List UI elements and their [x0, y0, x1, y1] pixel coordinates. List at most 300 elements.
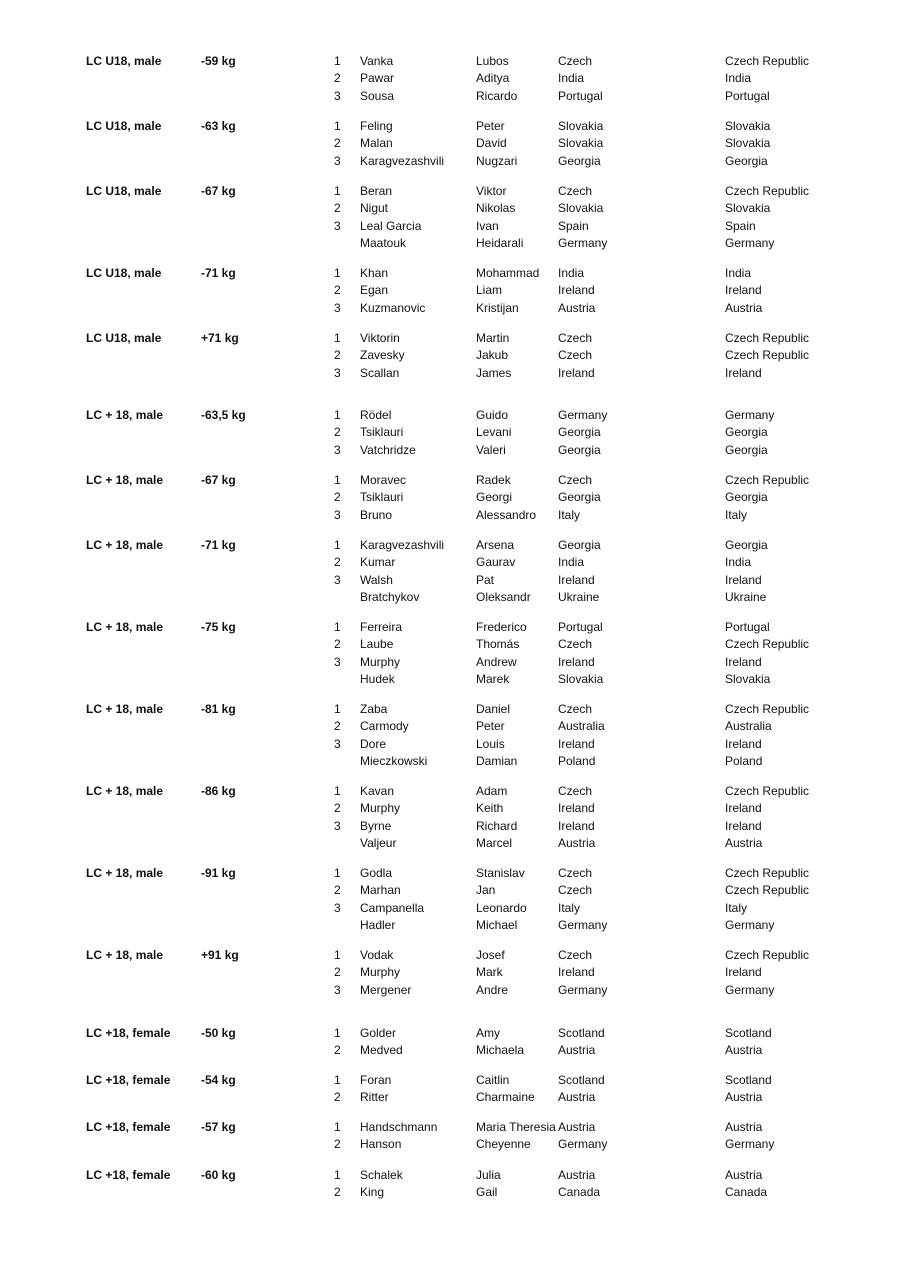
team-cell: Germany — [725, 1137, 775, 1152]
place-cell: 2 — [334, 637, 341, 652]
category-label: LC + 18, male — [86, 702, 164, 716]
first-name-cell: Aditya — [476, 71, 510, 86]
nationality-cell: Czech — [558, 637, 593, 652]
result-row — [0, 136, 900, 150]
result-row — [0, 655, 900, 669]
first-name-cell: Viktor — [476, 184, 507, 198]
nationality-cell: Slovakia — [558, 671, 604, 686]
result-row — [0, 201, 900, 215]
result-row — [0, 901, 900, 915]
result-row — [0, 331, 900, 345]
last-name-cell: Malan — [360, 136, 393, 151]
first-name-cell: Ivan — [476, 218, 499, 233]
nationality-cell: Ukraine — [558, 589, 600, 604]
nationality-cell: Czech — [558, 184, 593, 198]
last-name-cell: Rödel — [360, 408, 392, 422]
result-row — [0, 637, 900, 651]
last-name-cell: Walsh — [360, 572, 393, 587]
last-name-cell: Nigut — [360, 201, 389, 216]
place-cell: 1 — [334, 948, 341, 962]
nationality-cell: Czech — [558, 866, 593, 880]
place-cell: 2 — [334, 1090, 341, 1105]
result-row — [0, 918, 900, 932]
last-name-cell: Hadler — [360, 917, 396, 932]
category-label: LC U18, male — [86, 266, 162, 280]
result-row — [0, 473, 900, 487]
nationality-cell: Italy — [558, 900, 581, 915]
last-name-cell: Schalek — [360, 1168, 403, 1182]
nationality-cell: Portugal — [558, 88, 603, 103]
first-name-cell: Andre — [476, 982, 509, 997]
place-cell: 2 — [334, 719, 341, 734]
nationality-cell: Germany — [558, 982, 608, 997]
place-cell: 1 — [334, 866, 341, 880]
weight-class-label: -86 kg — [201, 784, 236, 798]
result-row — [0, 866, 900, 880]
result-row — [0, 702, 900, 716]
team-cell: Canada — [725, 1185, 768, 1200]
weight-class-label: +71 kg — [201, 331, 239, 345]
team-cell: Germany — [725, 982, 775, 997]
first-name-cell: Peter — [476, 119, 505, 133]
result-row — [0, 1073, 900, 1087]
category-label: LC + 18, male — [86, 620, 164, 634]
team-cell: Austria — [725, 1090, 763, 1105]
last-name-cell: Dore — [360, 736, 387, 751]
first-name-cell: Arsena — [476, 538, 515, 552]
category-label: LC U18, male — [86, 184, 162, 198]
first-name-cell: Georgi — [476, 490, 513, 505]
nationality-cell: Czech — [558, 702, 593, 716]
result-row — [0, 408, 900, 422]
nationality-cell: Austria — [558, 835, 596, 850]
team-cell: Czech Republic — [725, 637, 810, 652]
first-name-cell: Heidarali — [476, 235, 524, 250]
nationality-cell: Georgia — [558, 490, 601, 505]
first-name-cell: Gaurav — [476, 555, 516, 570]
last-name-cell: Hudek — [360, 671, 395, 686]
nationality-cell: Georgia — [558, 442, 601, 457]
weight-class-label: -59 kg — [201, 54, 236, 68]
last-name-cell: Karagvezashvili — [360, 538, 445, 552]
nationality-cell: Germany — [558, 917, 608, 932]
result-row — [0, 266, 900, 280]
category-label: LC +18, female — [86, 1168, 171, 1182]
result-row — [0, 672, 900, 686]
result-row — [0, 425, 900, 439]
weight-class-label: -81 kg — [201, 702, 236, 716]
nationality-cell: Czech — [558, 883, 593, 898]
result-row — [0, 573, 900, 587]
last-name-cell: Murphy — [360, 654, 401, 669]
first-name-cell: Martin — [476, 331, 510, 345]
team-cell: Slovakia — [725, 136, 771, 151]
nationality-cell: Italy — [558, 507, 581, 522]
place-cell: 2 — [334, 425, 341, 440]
nationality-cell: Austria — [558, 1090, 596, 1105]
nationality-cell: Ireland — [558, 736, 595, 751]
place-cell: 2 — [334, 136, 341, 151]
first-name-cell: Josef — [476, 948, 505, 962]
last-name-cell: Khan — [360, 266, 389, 280]
team-cell: Australia — [725, 719, 772, 734]
category-label: LC + 18, male — [86, 948, 164, 962]
last-name-cell: Ferreira — [360, 620, 403, 634]
team-cell: Austria — [725, 1120, 763, 1134]
team-cell: Czech Republic — [725, 948, 810, 962]
first-name-cell: Michaela — [476, 1043, 525, 1058]
team-cell: Czech Republic — [725, 331, 810, 345]
team-cell: Georgia — [725, 442, 768, 457]
place-cell: 1 — [334, 331, 341, 345]
nationality-cell: Ireland — [558, 818, 595, 833]
category-label: LC + 18, male — [86, 538, 164, 552]
first-name-cell: Maria Theresia — [476, 1120, 556, 1134]
team-cell: Austria — [725, 300, 763, 315]
first-name-cell: Gail — [476, 1185, 498, 1200]
place-cell: 1 — [334, 184, 341, 198]
team-cell: Germany — [725, 917, 775, 932]
place-cell: 2 — [334, 71, 341, 86]
team-cell: Czech Republic — [725, 473, 810, 487]
weight-class-label: -67 kg — [201, 473, 236, 487]
last-name-cell: Godla — [360, 866, 393, 880]
result-row — [0, 948, 900, 962]
team-cell: Austria — [725, 1043, 763, 1058]
team-cell: Austria — [725, 835, 763, 850]
place-cell: 3 — [334, 300, 341, 315]
first-name-cell: Julia — [476, 1168, 501, 1182]
first-name-cell: Charmaine — [476, 1090, 535, 1105]
result-row — [0, 555, 900, 569]
nationality-cell: Germany — [558, 408, 608, 422]
first-name-cell: Lubos — [476, 54, 509, 68]
nationality-cell: Ireland — [558, 365, 595, 380]
place-cell: 1 — [334, 266, 341, 280]
team-cell: Poland — [725, 753, 763, 768]
last-name-cell: Mergener — [360, 982, 412, 997]
last-name-cell: Tsiklauri — [360, 425, 404, 440]
result-row — [0, 89, 900, 103]
team-cell: Scotland — [725, 1073, 772, 1087]
last-name-cell: Karagvezashvili — [360, 153, 445, 168]
last-name-cell: Vatchridze — [360, 442, 416, 457]
last-name-cell: Leal Garcia — [360, 218, 422, 233]
last-name-cell: Golder — [360, 1026, 397, 1040]
first-name-cell: Caitlin — [476, 1073, 510, 1087]
place-cell: 1 — [334, 119, 341, 133]
weight-class-label: -91 kg — [201, 866, 236, 880]
first-name-cell: Stanislav — [476, 866, 525, 880]
nationality-cell: Slovakia — [558, 119, 604, 133]
last-name-cell: Moravec — [360, 473, 407, 487]
place-cell: 1 — [334, 620, 341, 634]
first-name-cell: Mohammad — [476, 266, 540, 280]
category-label: LC +18, female — [86, 1120, 171, 1134]
place-cell: 2 — [334, 1137, 341, 1152]
team-cell: Ireland — [725, 801, 762, 816]
first-name-cell: Damian — [476, 753, 518, 768]
nationality-cell: Czech — [558, 54, 593, 68]
last-name-cell: Ritter — [360, 1090, 389, 1105]
first-name-cell: Mark — [476, 965, 503, 980]
weight-class-label: -57 kg — [201, 1120, 236, 1134]
place-cell: 2 — [334, 348, 341, 363]
team-cell: Georgia — [725, 490, 768, 505]
first-name-cell: David — [476, 136, 507, 151]
first-name-cell: Levani — [476, 425, 512, 440]
place-cell: 2 — [334, 883, 341, 898]
team-cell: Slovakia — [725, 671, 771, 686]
nationality-cell: Czech — [558, 948, 593, 962]
team-cell: Portugal — [725, 620, 770, 634]
result-row — [0, 965, 900, 979]
place-cell: 3 — [334, 900, 341, 915]
first-name-cell: Kristijan — [476, 300, 519, 315]
result-row — [0, 1090, 900, 1104]
place-cell: 3 — [334, 982, 341, 997]
team-cell: Austria — [725, 1168, 763, 1182]
nationality-cell: Canada — [558, 1185, 601, 1200]
result-row — [0, 1026, 900, 1040]
last-name-cell: Kumar — [360, 555, 396, 570]
place-cell: 1 — [334, 473, 341, 487]
place-cell: 3 — [334, 153, 341, 168]
first-name-cell: Andrew — [476, 654, 517, 669]
last-name-cell: Hanson — [360, 1137, 402, 1152]
team-cell: India — [725, 555, 752, 570]
nationality-cell: Scotland — [558, 1026, 605, 1040]
last-name-cell: Kuzmanovic — [360, 300, 426, 315]
team-cell: Ireland — [725, 736, 762, 751]
result-row — [0, 754, 900, 768]
last-name-cell: Sousa — [360, 88, 395, 103]
last-name-cell: Carmody — [360, 719, 409, 734]
team-cell: Czech Republic — [725, 784, 810, 798]
place-cell: 1 — [334, 1120, 341, 1134]
nationality-cell: Georgia — [558, 425, 601, 440]
first-name-cell: Nugzari — [476, 153, 518, 168]
team-cell: Czech Republic — [725, 54, 810, 68]
result-row — [0, 1137, 900, 1151]
nationality-cell: Portugal — [558, 620, 603, 634]
place-cell: 1 — [334, 1026, 341, 1040]
result-row — [0, 119, 900, 133]
result-row — [0, 836, 900, 850]
first-name-cell: Cheyenne — [476, 1137, 531, 1152]
last-name-cell: Bratchykov — [360, 589, 420, 604]
category-label: LC + 18, male — [86, 784, 164, 798]
weight-class-label: +91 kg — [201, 948, 239, 962]
nationality-cell: Ireland — [558, 572, 595, 587]
result-row — [0, 508, 900, 522]
place-cell: 2 — [334, 283, 341, 298]
result-row — [0, 490, 900, 504]
first-name-cell: Thomás — [476, 637, 520, 652]
weight-class-label: -71 kg — [201, 538, 236, 552]
first-name-cell: Frederico — [476, 620, 527, 634]
team-cell: India — [725, 266, 752, 280]
weight-class-label: -63,5 kg — [201, 408, 246, 422]
first-name-cell: Amy — [476, 1026, 500, 1040]
team-cell: Slovakia — [725, 119, 771, 133]
place-cell: 3 — [334, 654, 341, 669]
last-name-cell: Handschmann — [360, 1120, 438, 1134]
result-row — [0, 71, 900, 85]
team-cell: India — [725, 71, 752, 86]
result-row — [0, 1043, 900, 1057]
weight-class-label: -54 kg — [201, 1073, 236, 1087]
first-name-cell: Liam — [476, 283, 503, 298]
nationality-cell: Ireland — [558, 801, 595, 816]
result-row — [0, 236, 900, 250]
last-name-cell: Mieczkowski — [360, 753, 428, 768]
result-row — [0, 1120, 900, 1134]
nationality-cell: Germany — [558, 1137, 608, 1152]
weight-class-label: -71 kg — [201, 266, 236, 280]
first-name-cell: Adam — [476, 784, 508, 798]
place-cell: 3 — [334, 218, 341, 233]
team-cell: Spain — [725, 218, 756, 233]
team-cell: Ireland — [725, 572, 762, 587]
first-name-cell: Jan — [476, 883, 496, 898]
result-row — [0, 784, 900, 798]
team-cell: Ireland — [725, 365, 762, 380]
result-row — [0, 219, 900, 233]
last-name-cell: Medved — [360, 1043, 403, 1058]
place-cell: 3 — [334, 736, 341, 751]
result-row — [0, 983, 900, 997]
nationality-cell: Slovakia — [558, 136, 604, 151]
team-cell: Czech Republic — [725, 348, 810, 363]
last-name-cell: Viktorin — [360, 331, 400, 345]
team-cell: Czech Republic — [725, 702, 810, 716]
last-name-cell: Murphy — [360, 801, 401, 816]
team-cell: Portugal — [725, 88, 770, 103]
result-row — [0, 1185, 900, 1199]
last-name-cell: King — [360, 1185, 385, 1200]
nationality-cell: India — [558, 71, 585, 86]
nationality-cell: Poland — [558, 753, 596, 768]
first-name-cell: Peter — [476, 719, 505, 734]
nationality-cell: India — [558, 555, 585, 570]
first-name-cell: Nikolas — [476, 201, 516, 216]
last-name-cell: Vanka — [360, 54, 394, 68]
nationality-cell: Ireland — [558, 654, 595, 669]
result-row — [0, 348, 900, 362]
team-cell: Ireland — [725, 818, 762, 833]
first-name-cell: James — [476, 365, 512, 380]
place-cell: 2 — [334, 801, 341, 816]
first-name-cell: Keith — [476, 801, 504, 816]
place-cell: 2 — [334, 965, 341, 980]
last-name-cell: Murphy — [360, 965, 401, 980]
weight-class-label: -75 kg — [201, 620, 236, 634]
nationality-cell: Czech — [558, 331, 593, 345]
team-cell: Georgia — [725, 425, 768, 440]
category-label: LC U18, male — [86, 119, 162, 133]
last-name-cell: Valjeur — [360, 835, 397, 850]
result-row — [0, 154, 900, 168]
weight-class-label: -63 kg — [201, 119, 236, 133]
first-name-cell: Marcel — [476, 835, 513, 850]
place-cell: 1 — [334, 1168, 341, 1182]
team-cell: Italy — [725, 900, 748, 915]
result-row — [0, 819, 900, 833]
first-name-cell: Daniel — [476, 702, 511, 716]
nationality-cell: Australia — [558, 719, 605, 734]
last-name-cell: Scallan — [360, 365, 400, 380]
last-name-cell: Laube — [360, 637, 394, 652]
first-name-cell: Marek — [476, 671, 510, 686]
place-cell: 2 — [334, 555, 341, 570]
nationality-cell: Germany — [558, 235, 608, 250]
place-cell: 3 — [334, 507, 341, 522]
weight-class-label: -50 kg — [201, 1026, 236, 1040]
result-row — [0, 538, 900, 552]
first-name-cell: Oleksandr — [476, 589, 531, 604]
place-cell: 2 — [334, 1043, 341, 1058]
weight-class-label: -60 kg — [201, 1168, 236, 1182]
category-label: LC U18, male — [86, 54, 162, 68]
place-cell: 3 — [334, 88, 341, 103]
nationality-cell: Austria — [558, 1043, 596, 1058]
place-cell: 1 — [334, 1073, 341, 1087]
weight-class-label: -67 kg — [201, 184, 236, 198]
first-name-cell: Jakub — [476, 348, 509, 363]
last-name-cell: Zaba — [360, 702, 388, 716]
first-name-cell: Pat — [476, 572, 495, 587]
place-cell: 1 — [334, 702, 341, 716]
category-label: LC +18, female — [86, 1026, 171, 1040]
nationality-cell: Czech — [558, 473, 593, 487]
nationality-cell: Czech — [558, 784, 593, 798]
place-cell: 3 — [334, 572, 341, 587]
place-cell: 1 — [334, 408, 341, 422]
team-cell: Czech Republic — [725, 866, 810, 880]
last-name-cell: Campanella — [360, 900, 425, 915]
first-name-cell: Alessandro — [476, 507, 537, 522]
result-row — [0, 443, 900, 457]
result-row — [0, 801, 900, 815]
last-name-cell: Maatouk — [360, 235, 407, 250]
first-name-cell: Ricardo — [476, 88, 518, 103]
team-cell: Czech Republic — [725, 184, 810, 198]
last-name-cell: Egan — [360, 283, 389, 298]
category-label: LC +18, female — [86, 1073, 171, 1087]
result-row — [0, 301, 900, 315]
team-cell: Georgia — [725, 153, 768, 168]
first-name-cell: Valeri — [476, 442, 506, 457]
result-row — [0, 737, 900, 751]
team-cell: Slovakia — [725, 201, 771, 216]
nationality-cell: Georgia — [558, 538, 601, 552]
category-label: LC + 18, male — [86, 473, 164, 487]
place-cell: 2 — [334, 1185, 341, 1200]
last-name-cell: Zavesky — [360, 348, 405, 363]
result-row — [0, 719, 900, 733]
last-name-cell: Tsiklauri — [360, 490, 404, 505]
nationality-cell: Ireland — [558, 965, 595, 980]
team-cell: Georgia — [725, 538, 768, 552]
result-row — [0, 54, 900, 68]
last-name-cell: Foran — [360, 1073, 392, 1087]
team-cell: Ireland — [725, 654, 762, 669]
team-cell: Czech Republic — [725, 883, 810, 898]
first-name-cell: Radek — [476, 473, 511, 487]
last-name-cell: Vodak — [360, 948, 394, 962]
place-cell: 3 — [334, 365, 341, 380]
